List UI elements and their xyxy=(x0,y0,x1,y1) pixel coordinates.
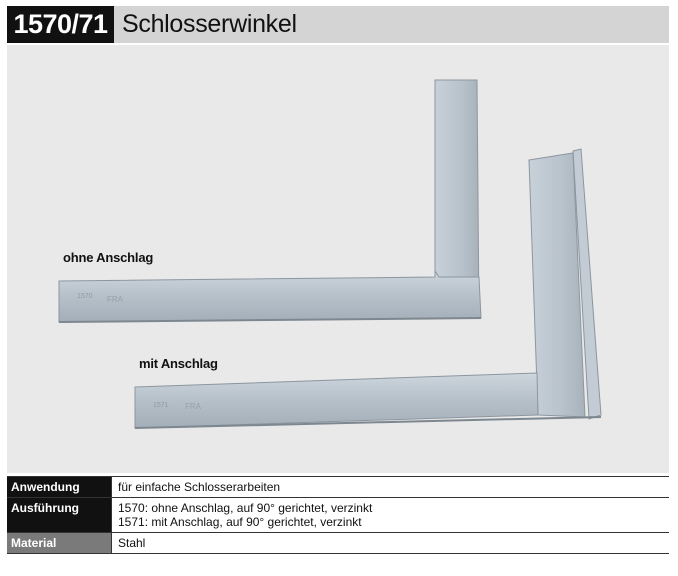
svg-text:1570: 1570 xyxy=(77,293,93,300)
product-title: Schlosserwinkel xyxy=(122,10,297,38)
spec-row-ausfuehrung xyxy=(7,498,669,533)
caption-mit-anschlag: mit Anschlag xyxy=(139,356,218,371)
product-photo xyxy=(7,45,669,473)
spec-row-material xyxy=(7,533,669,554)
svg-text:FRA: FRA xyxy=(185,402,201,411)
spec-value-anwendung xyxy=(111,477,669,497)
spec-label-material: Material xyxy=(7,533,111,553)
product-code: 1570/71 xyxy=(7,6,114,43)
spec-text-anwendung: für einfache Schlosserarbeiten xyxy=(118,480,281,494)
spec-text-ausfuehrung-1570: 1570: ohne Anschlag, auf 90° gerichtet, verzinkt xyxy=(118,501,373,515)
spec-label-anwendung: Anwendung xyxy=(7,477,111,497)
caption-ohne-anschlag: ohne Anschlag xyxy=(63,250,154,265)
svg-text:1571: 1571 xyxy=(153,402,169,409)
spec-text-material: Stahl xyxy=(118,536,146,550)
spec-table xyxy=(7,476,669,554)
header-bar xyxy=(7,6,669,43)
spec-row-anwendung xyxy=(7,476,669,498)
spec-value-ausfuehrung xyxy=(111,498,669,532)
spec-text-ausfuehrung-1571: 1571: mit Anschlag, auf 90° gerichtet, verzinkt xyxy=(118,515,362,529)
svg-text:FRA: FRA xyxy=(107,295,123,304)
square-without-stop xyxy=(59,80,481,322)
spec-value-material xyxy=(111,533,669,553)
spec-label-ausfuehrung: Ausführung xyxy=(7,498,111,532)
